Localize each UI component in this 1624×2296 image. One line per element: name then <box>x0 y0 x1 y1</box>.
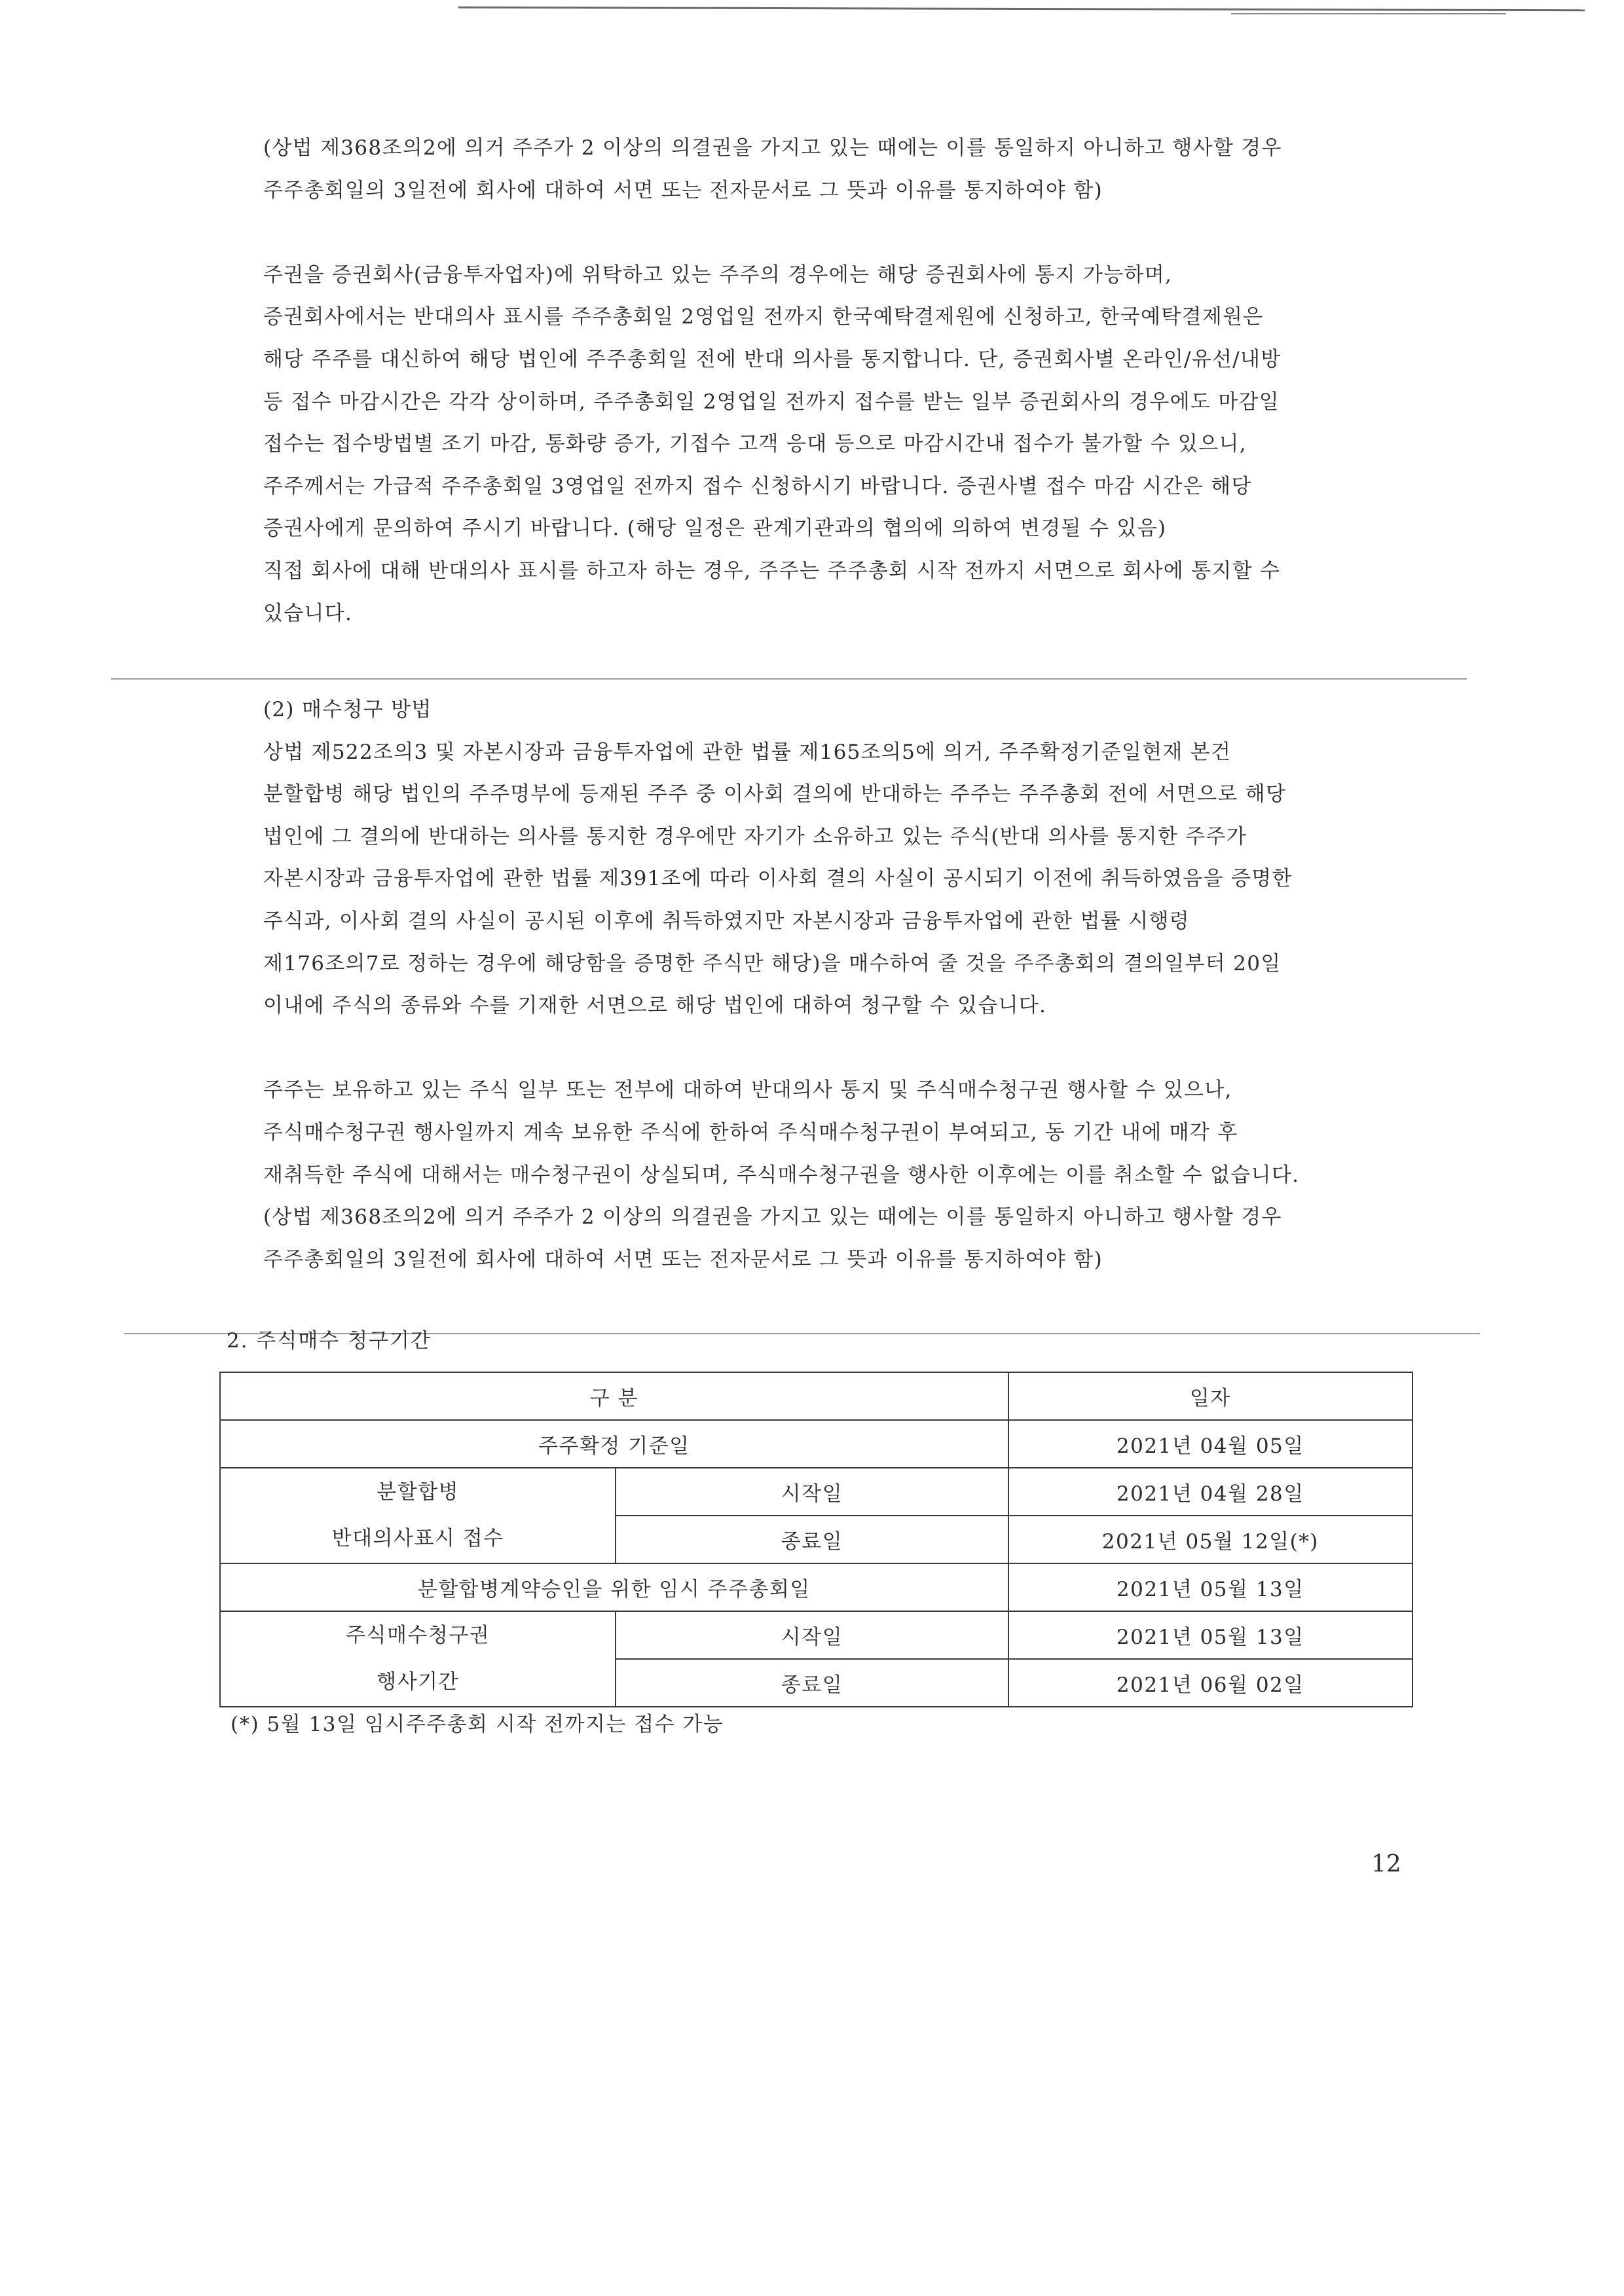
meeting-date: 2021년 05월 13일 <box>1008 1563 1412 1611</box>
scan-artifact-line <box>1231 13 1506 14</box>
objection-start-label: 시작일 <box>616 1468 1008 1516</box>
exercise-label-line2: 행사기간 <box>377 1670 460 1694</box>
header-category: 구 분 <box>220 1372 1008 1420</box>
purchase-period-table <box>219 1372 1413 1707</box>
page-separator <box>111 678 1467 680</box>
table-row <box>220 1468 1412 1516</box>
text-line: 주식과, 이사회 결의 사실이 공시된 이후에 취득하였지만 자본시장과 금융투자업에 관한 법률 시행령 <box>263 909 1190 933</box>
text-line: 제176조의7로 정하는 경우에 해당함을 증명한 주식만 해당)을 매수하여 줄 것을 주주총회의 결의일부터 20일 <box>263 951 1282 975</box>
text-line: 재취득한 주식에 대해서는 매수청구권이 상실되며, 주식매수청구권을 행사한 이후에는 이를 취소할 수 없습니다. <box>263 1163 1300 1187</box>
objection-end-label: 종료일 <box>616 1516 1008 1563</box>
text-block-top <box>263 127 1396 634</box>
table-row <box>220 1420 1412 1468</box>
exercise-start-label: 시작일 <box>616 1611 1008 1659</box>
text-line: 주주는 보유하고 있는 주식 일부 또는 전부에 대하여 반대의사 통지 및 주식매수청구권 행사할 수 있으나, <box>263 1078 1232 1102</box>
scan-artifact-line <box>458 7 1585 12</box>
blank-line <box>263 1027 1396 1070</box>
text-line: 자본시장과 금융투자업에 관한 법률 제391조에 따라 이사회 결의 사실이 공시되기 이전에 취득하였음을 증명한 <box>263 867 1293 891</box>
text-line: 주주총회일의 3일전에 회사에 대하여 서면 또는 전자문서로 그 뜻과 이유를 통지하여야 함) <box>263 1247 1103 1271</box>
exercise-end-date: 2021년 06월 02일 <box>1008 1659 1412 1707</box>
header-date: 일자 <box>1008 1372 1412 1420</box>
text-line: (상법 제368조의2에 의거 주주가 2 이상의 의결권을 가지고 있는 때에는 이를 통일하지 아니하고 행사할 경우 <box>263 136 1282 160</box>
objection-label <box>220 1468 616 1563</box>
text-line: 상법 제522조의3 및 자본시장과 금융투자업에 관한 법률 제165조의5에 의거, 주주확정기준일현재 본건 <box>263 740 1232 764</box>
exercise-label-line1: 주식매수청구권 <box>346 1624 490 1647</box>
subsection-heading: (2) 매수청구 방법 <box>263 698 432 721</box>
blank-line <box>263 211 1396 254</box>
exercise-label <box>220 1611 616 1707</box>
table-row <box>220 1611 1412 1659</box>
record-date-value: 2021년 04월 05일 <box>1008 1420 1412 1468</box>
exercise-start-date: 2021년 05월 13일 <box>1008 1611 1412 1659</box>
text-line: 법인에 그 결의에 반대하는 의사를 통지한 경우에만 자기가 소유하고 있는 주식(반대 의사를 통지한 주주가 <box>263 824 1247 848</box>
text-line: 주주총회일의 3일전에 회사에 대하여 서면 또는 전자문서로 그 뜻과 이유를 통지하여야 함) <box>263 178 1103 202</box>
text-line: 주주께서는 가급적 주주총회일 3영업일 전까지 접수 신청하시기 바랍니다. 증권사별 접수 마감 시간은 해당 <box>263 474 1252 498</box>
page-number: 12 <box>1371 1851 1401 1878</box>
table-footnote: (*) 5월 13일 임시주주총회 시작 전까지는 접수 가능 <box>231 1713 724 1736</box>
table-row <box>220 1563 1412 1611</box>
text-line: 접수는 접수방법별 조기 마감, 통화량 증가, 기접수 고객 응대 등으로 마감시간내 접수가 불가할 수 있으니, <box>263 432 1247 456</box>
text-line: 이내에 주식의 종류와 수를 기재한 서면으로 해당 법인에 대하여 청구할 수 있습니다. <box>263 994 1047 1018</box>
text-line: 있습니다. <box>263 601 353 625</box>
objection-label-line2: 반대의사표시 접수 <box>331 1527 504 1550</box>
record-date-label: 주주확정 기준일 <box>220 1420 1008 1468</box>
text-block-middle <box>263 689 1396 1281</box>
text-line: 주식매수청구권 행사일까지 계속 보유한 주식에 한하여 주식매수청구권이 부여되고, 동 기간 내에 매각 후 <box>263 1120 1238 1144</box>
meeting-label: 분할합병계약승인을 위한 임시 주주총회일 <box>220 1563 1008 1611</box>
text-line: 주권을 증권회사(금융투자업자)에 위탁하고 있는 주주의 경우에는 해당 증권회사에 통지 가능하며, <box>263 263 1173 287</box>
table-header-row <box>220 1372 1412 1420</box>
text-line: 해당 주주를 대신하여 해당 법인에 주주총회일 전에 반대 의사를 통지합니다. 단, 증권회사별 온라인/유선/내방 <box>263 347 1282 371</box>
text-line: 증권사에게 문의하여 주시기 바랍니다. (해당 일정은 관계기관과의 협의에 의하여 변경될 수 있음) <box>263 517 1167 541</box>
text-line: 직접 회사에 대해 반대의사 표시를 하고자 하는 경우, 주주는 주주총회 시작 전까지 서면으로 회사에 통지할 수 <box>263 558 1281 583</box>
text-line: 분할합병 해당 법인의 주주명부에 등재된 주주 중 이사회 결의에 반대하는 주주는 주주총회 전에 서면으로 해당 <box>263 782 1287 807</box>
objection-end-date: 2021년 05월 12일(*) <box>1008 1516 1412 1563</box>
objection-start-date: 2021년 04월 28일 <box>1008 1468 1412 1516</box>
text-line: 등 접수 마감시간은 각각 상이하며, 주주총회일 2영업일 전까지 접수를 받는 일부 증권회사의 경우에도 마감일 <box>263 390 1280 414</box>
objection-label-line1: 분할합병 <box>377 1480 460 1504</box>
text-line: 증권회사에서는 반대의사 표시를 주주총회일 2영업일 전까지 한국예탁결제원에 신청하고, 한국예탁결제원은 <box>263 305 1264 329</box>
exercise-end-label: 종료일 <box>616 1659 1008 1707</box>
text-line: (상법 제368조의2에 의거 주주가 2 이상의 의결권을 가지고 있는 때에는 이를 통일하지 아니하고 행사할 경우 <box>263 1205 1282 1230</box>
section-title: 2. 주식매수 청구기간 <box>227 1329 432 1353</box>
